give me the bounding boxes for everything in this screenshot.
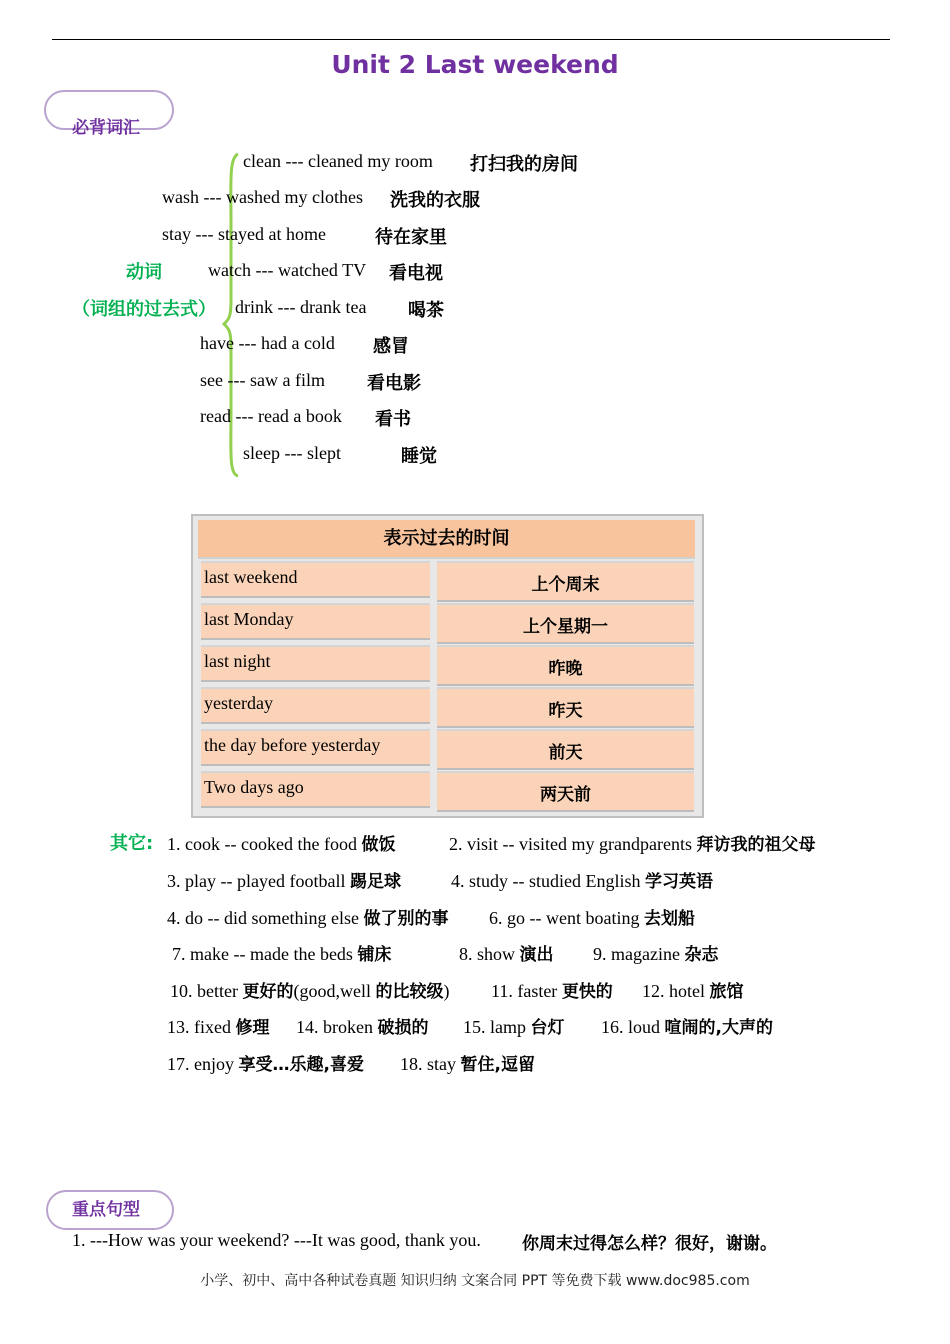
other-item-cn: 做饭 bbox=[361, 835, 396, 855]
vocab-item-cn: 看电影 bbox=[367, 373, 421, 394]
sentence-en: 1. ---How was your weekend? ---It was good, thank you. bbox=[72, 1230, 481, 1250]
other-item-en: 10. better bbox=[170, 981, 243, 1001]
other-item-en: 15. lamp bbox=[463, 1017, 531, 1037]
footer: 小学、初中、高中各种试卷真题 知识归纳 文案合同 PPT 等免费下载 www.doc985.com bbox=[200, 1273, 750, 1289]
table-cell-en: last Monday bbox=[201, 603, 430, 640]
vocab-item-en: wash --- washed my clothes bbox=[162, 187, 363, 207]
vocab-item-en: clean --- cleaned my room bbox=[243, 151, 433, 171]
verb-label: 动词 bbox=[126, 262, 162, 283]
table-cell-cn: 昨晚 bbox=[437, 645, 694, 686]
other-item-en: (good,well bbox=[293, 981, 376, 1001]
sentence-cn: 你周末过得怎么样？很好，谢谢。 bbox=[522, 1234, 777, 1254]
table-cell-en: the day before yesterday bbox=[201, 729, 430, 766]
vocab-item-en: read --- read a book bbox=[200, 406, 342, 426]
section-label-sentences: 重点句型 bbox=[72, 1200, 140, 1220]
other-line-1 bbox=[167, 830, 395, 855]
other-item-en: 16. loud bbox=[601, 1017, 665, 1037]
other-item-cn: 破损的 bbox=[377, 1018, 429, 1038]
other-item-cn: 踢足球 bbox=[349, 872, 401, 892]
top-rule bbox=[52, 39, 890, 40]
other-line-7 bbox=[167, 1050, 364, 1075]
vocab-item-cn: 看电视 bbox=[389, 263, 443, 284]
other-item-cn: 更快的 bbox=[561, 982, 613, 1002]
vocab-item-en: see --- saw a film bbox=[200, 370, 325, 390]
other-item-cn: 杂志 bbox=[684, 945, 719, 965]
vocab-item-en: have --- had a cold bbox=[200, 333, 335, 353]
verb-label-sub: （词组的过去式） bbox=[72, 299, 216, 320]
other-line-6 bbox=[167, 1013, 269, 1038]
other-line-2b bbox=[451, 867, 713, 892]
other-item-en: 3. play -- played football bbox=[167, 871, 350, 891]
other-line-5 bbox=[170, 977, 449, 1002]
other-item-cn: 享受…乐趣,喜爱 bbox=[238, 1055, 364, 1075]
other-item-en: 13. fixed bbox=[167, 1017, 236, 1037]
other-item-cn: 做了别的事 bbox=[363, 909, 449, 929]
vocab-item-cn: 待在家里 bbox=[375, 227, 447, 248]
vocab-item-cn: 睡觉 bbox=[401, 446, 437, 467]
other-line-4c bbox=[593, 940, 718, 965]
table-cell-cn: 前天 bbox=[437, 729, 694, 770]
table-header: 表示过去的时间 bbox=[198, 520, 695, 559]
other-item-cn: 演出 bbox=[519, 945, 554, 965]
other-label: 其它: bbox=[110, 833, 154, 854]
other-item-en: 7. make -- made the beds bbox=[172, 944, 358, 964]
other-item-cn: 修理 bbox=[235, 1018, 270, 1038]
other-line-2 bbox=[167, 867, 401, 892]
table-cell-cn: 两天前 bbox=[437, 771, 694, 812]
other-line-5b bbox=[491, 977, 613, 1002]
other-item-en: 4. study -- studied English bbox=[451, 871, 645, 891]
vocab-item-en: watch --- watched TV bbox=[208, 260, 367, 280]
other-line-6d bbox=[601, 1013, 773, 1038]
other-line-6b bbox=[296, 1013, 428, 1038]
other-item-cn: 去划船 bbox=[643, 909, 695, 929]
vocab-item-cn: 感冒 bbox=[373, 336, 409, 357]
table-cell-en: yesterday bbox=[201, 687, 430, 724]
other-item-cn: 台灯 bbox=[530, 1018, 565, 1038]
other-line-4b bbox=[459, 940, 554, 965]
other-item-en: 18. stay bbox=[400, 1054, 461, 1074]
vocab-item-cn: 看书 bbox=[375, 409, 411, 430]
other-item-en: 1. cook -- cooked the food bbox=[167, 834, 362, 854]
other-item-cn: 学习英语 bbox=[645, 872, 713, 892]
other-line-4 bbox=[172, 940, 391, 965]
other-item-en: 8. show bbox=[459, 944, 520, 964]
sentence-line bbox=[72, 1230, 481, 1251]
other-line-3b bbox=[489, 904, 695, 929]
table-cell-cn: 昨天 bbox=[437, 687, 694, 728]
other-item-cn: 喧闹的,大声的 bbox=[664, 1018, 773, 1038]
table-cell-cn: 上个周末 bbox=[437, 561, 694, 602]
other-item-cn: 铺床 bbox=[357, 945, 392, 965]
other-line-5c bbox=[642, 977, 744, 1002]
other-item-en: 17. enjoy bbox=[167, 1054, 239, 1074]
table-cell-en: last night bbox=[201, 645, 430, 682]
vocab-item-cn: 洗我的衣服 bbox=[390, 190, 480, 211]
vocab-item-cn: 喝茶 bbox=[408, 300, 444, 321]
other-item-en: 12. hotel bbox=[642, 981, 710, 1001]
other-item-en: 14. broken bbox=[296, 1017, 378, 1037]
other-item-cn: 暂住,逗留 bbox=[460, 1055, 535, 1075]
other-item-cn: 拜访我的祖父母 bbox=[696, 835, 816, 855]
other-item-en: 6. go -- went boating bbox=[489, 908, 644, 928]
other-item-en: 2. visit -- visited my grandparents bbox=[449, 834, 697, 854]
table-cell-cn: 上个星期一 bbox=[437, 603, 694, 644]
other-item-cn: 的比较级 bbox=[375, 982, 444, 1002]
other-item-en: 9. magazine bbox=[593, 944, 685, 964]
other-line-7b bbox=[400, 1050, 535, 1075]
other-item-en: 11. faster bbox=[491, 981, 562, 1001]
other-line-6c bbox=[463, 1013, 565, 1038]
vocab-item-en: stay --- stayed at home bbox=[162, 224, 326, 244]
other-item-en: ) bbox=[443, 981, 450, 1001]
section-label-vocab: 必背词汇 bbox=[72, 118, 140, 138]
time-table bbox=[191, 514, 704, 818]
other-item-cn: 更好的 bbox=[242, 982, 294, 1002]
other-item-cn: 旅馆 bbox=[709, 982, 744, 1002]
other-line-1b bbox=[449, 830, 815, 855]
table-cell-en: last weekend bbox=[201, 561, 430, 598]
page-title: Unit 2 Last weekend bbox=[331, 50, 619, 79]
vocab-item-en: drink --- drank tea bbox=[235, 297, 367, 317]
table-cell-en: Two days ago bbox=[201, 771, 430, 808]
vocab-item-cn: 打扫我的房间 bbox=[470, 154, 578, 175]
vocab-item-en: sleep --- slept bbox=[243, 443, 341, 463]
other-line-3 bbox=[167, 904, 448, 929]
other-item-en: 4. do -- did something else bbox=[167, 908, 364, 928]
